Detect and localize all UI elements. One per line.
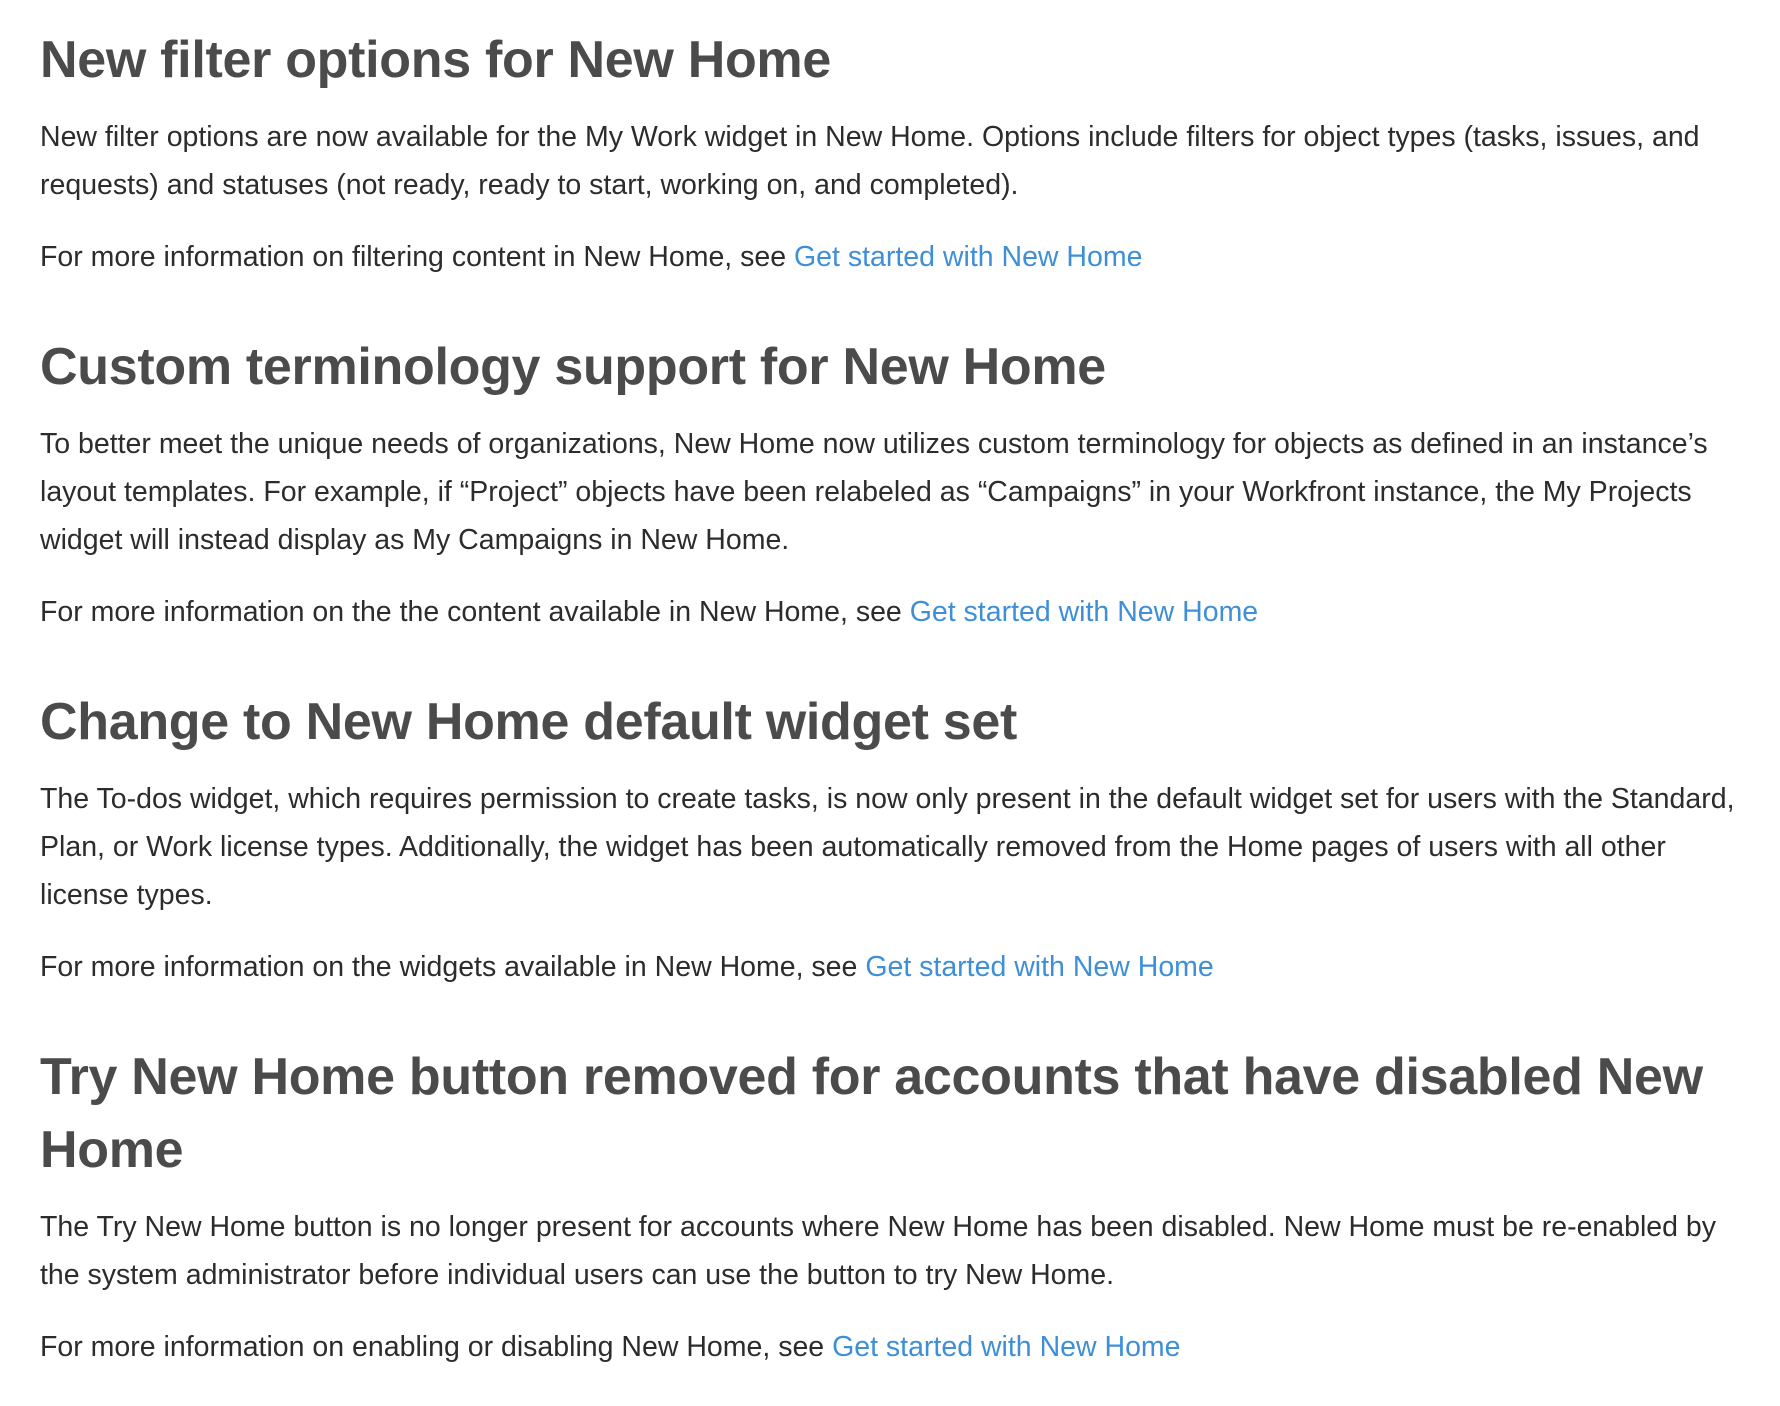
section-body: The To-dos widget, which requires permission to create tasks, is now only present in the default widget set for users with the Standard, Plan, or Work license types. Additionally, the widget has been automatically removed from the Home pages of users with all other license types. [40,783,1735,911]
get-started-link[interactable]: Get started with New Home [794,241,1143,273]
section-heading: Change to New Home default widget set [40,693,1018,751]
more-info-line [40,233,1740,281]
section-body: The Try New Home button is no longer present for accounts where New Home has been disabled. New Home must be re-enabled by the system administrator before individual users can use the button to try New Home. [40,1211,1717,1291]
section-default-widget-set [40,686,1740,991]
section-custom-terminology [40,331,1740,636]
section-body: New filter options are now available for the My Work widget in New Home. Options include filters for object types (tasks, issues, and requests) and statuses (not ready, ready to start, working on, and completed). [40,121,1700,201]
get-started-link[interactable]: Get started with New Home [865,951,1214,983]
section-new-filter-options [40,24,1740,281]
more-info-text: For more information on the widgets available in New Home, see [40,951,866,983]
section-try-new-home-button [40,1041,1740,1371]
more-info-text: For more information on filtering content in New Home, see [40,241,794,273]
more-info-line [40,1323,1740,1371]
more-info-line [40,588,1740,636]
section-heading: New filter options for New Home [40,31,831,89]
more-info-line [40,943,1740,991]
more-info-text: For more information on enabling or disabling New Home, see [40,1331,833,1363]
get-started-link[interactable]: Get started with New Home [832,1331,1181,1363]
get-started-link[interactable]: Get started with New Home [909,596,1259,628]
section-body: To better meet the unique needs of organizations, New Home now utilizes custom terminology for objects as defined in an instance’s layout templates. For example, if “Project” objects have been relabeled as “Campaigns” in your Workfront instance, the My Projects widget will instead display as My Campaigns in New Home. [40,428,1708,556]
section-heading: Try New Home button removed for accounts that have disabled New Home [40,1048,1703,1179]
more-info-text: For more information on the the content available in New Home, see [40,596,910,628]
section-heading: Custom terminology support for New Home [40,338,1106,396]
